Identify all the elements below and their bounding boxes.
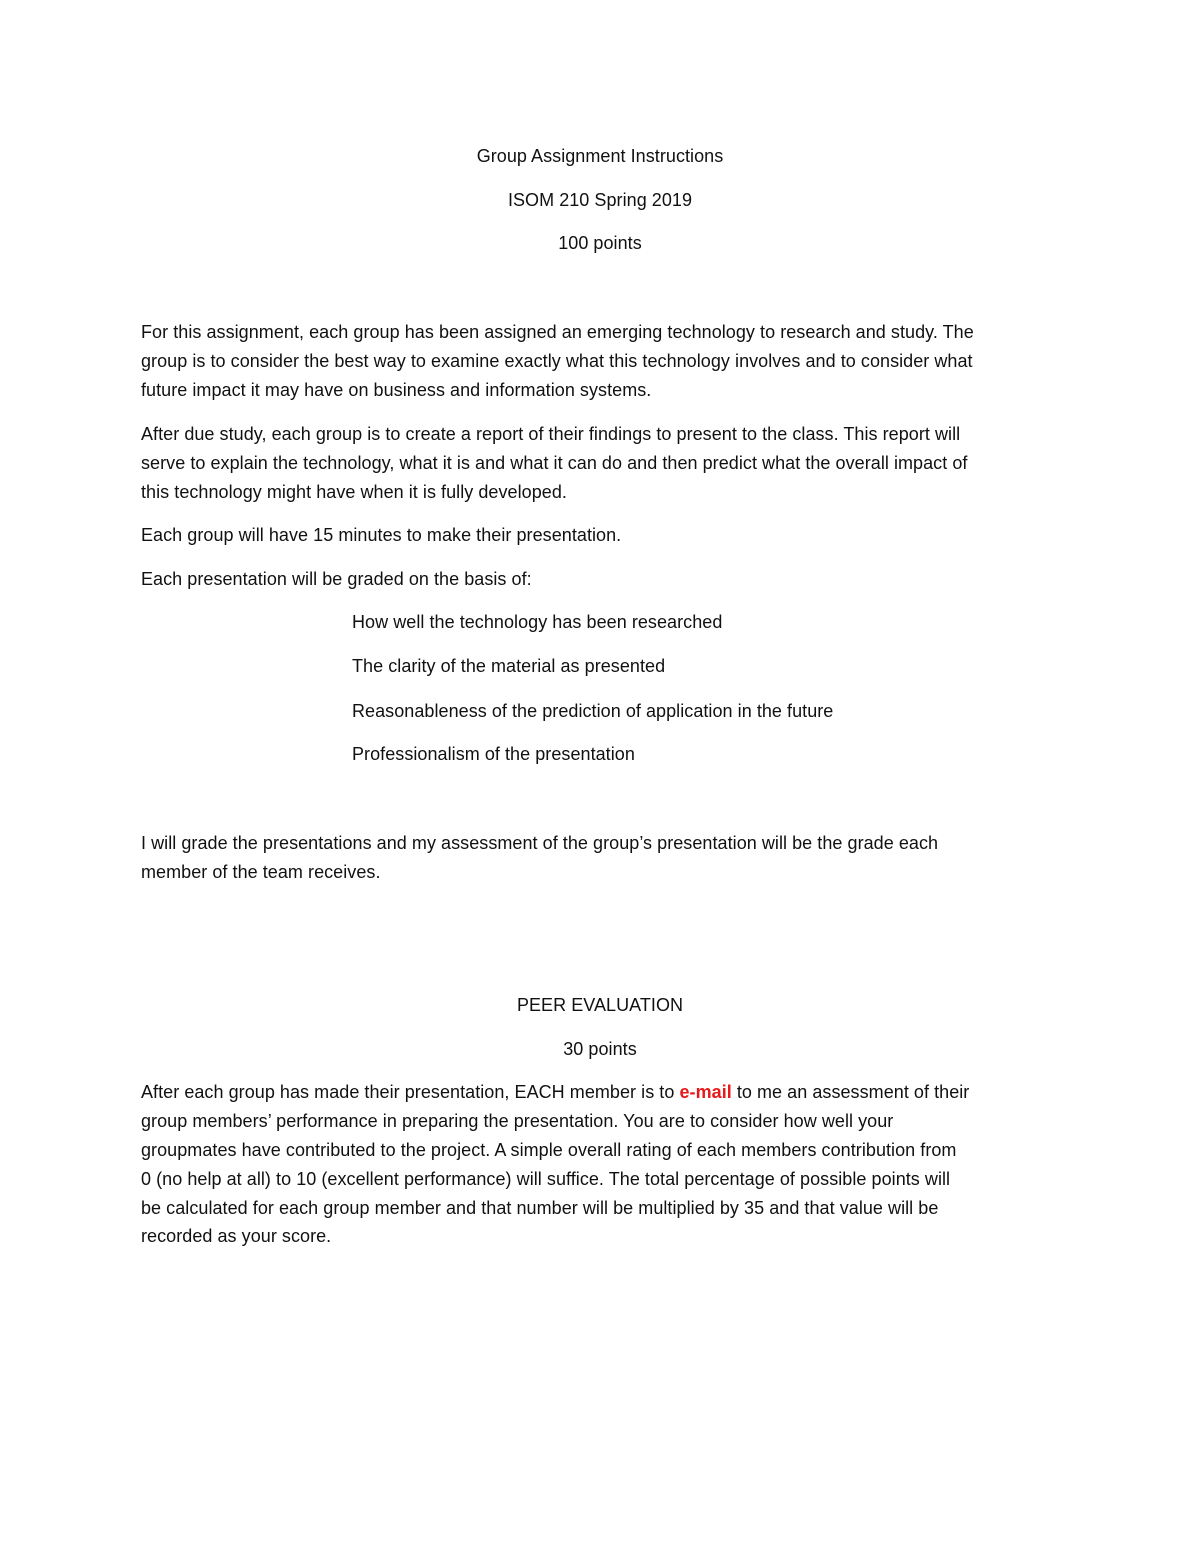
criteria-item: Reasonableness of the prediction of application in the future <box>352 701 834 721</box>
document-title: Group Assignment Instructions <box>476 146 724 166</box>
presentation-time-text: Each group will have 15 minutes to make their presentation. <box>141 525 622 545</box>
criteria-item: The clarity of the material as presented <box>352 656 666 676</box>
peer-line-3: groupmates have contributed to the project. A simple overall rating of each members contribution from <box>141 1140 957 1160</box>
criteria-item: How well the technology has been researched <box>352 612 723 632</box>
total-points-label: 100 points <box>558 233 642 253</box>
peer-line-1 <box>141 1078 969 1107</box>
grading-line-2: member of the team receives. <box>141 862 381 882</box>
peer-line-1-start: After each group has made their presentation, EACH member is to <box>141 1082 680 1102</box>
peer-line-6: recorded as your score. <box>141 1226 332 1246</box>
paragraph-2-line-2: serve to explain the technology, what it is and what it can do and then predict what the overall impact of <box>141 453 968 473</box>
criteria-item: Professionalism of the presentation <box>352 744 635 764</box>
paragraph-1-line-3: future impact it may have on business and information systems. <box>141 380 652 400</box>
paragraph-2-line-3: this technology might have when it is fully developed. <box>141 482 567 502</box>
paragraph-1-line-2: group is to consider the best way to examine exactly what this technology involves and to consider what <box>141 351 973 371</box>
peer-line-1-end: to me an assessment of their <box>731 1082 970 1102</box>
peer-evaluation-points: 30 points <box>563 1039 637 1059</box>
peer-line-4: 0 (no help at all) to 10 (excellent performance) will suffice. The total percentage of possible points will <box>141 1169 951 1189</box>
peer-line-2: group members’ performance in preparing the presentation. You are to consider how well your <box>141 1111 894 1131</box>
paragraph-2-line-1: After due study, each group is to create a report of their findings to present to the class. This report will <box>141 424 961 444</box>
grading-basis-text: Each presentation will be graded on the basis of: <box>141 569 532 589</box>
peer-line-5: be calculated for each group member and that number will be multiplied by 35 and that value will be <box>141 1198 939 1218</box>
email-highlight: e-mail <box>679 1082 732 1102</box>
paragraph-1-line-1: For this assignment, each group has been assigned an emerging technology to research and study. The <box>141 322 974 342</box>
peer-evaluation-title: PEER EVALUATION <box>516 995 684 1015</box>
course-label: ISOM 210 Spring 2019 <box>507 190 693 210</box>
grading-line-1: I will grade the presentations and my assessment of the group’s presentation will be the grade each <box>141 833 939 853</box>
